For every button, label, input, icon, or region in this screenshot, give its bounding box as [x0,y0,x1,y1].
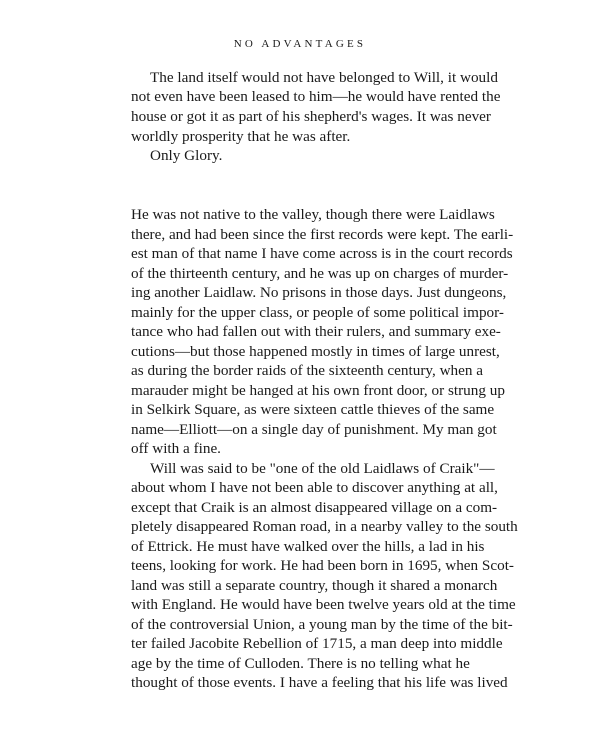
text-line: with England. He would have been twelve years old at the time [131,596,516,613]
text-line: He was not native to the valley, though there were Laidlaws [131,206,495,223]
text-line: thought of those events. I have a feeling that his life was lived [131,674,508,691]
text-line: tance who had fallen out with their rulers, and summary exe- [131,323,501,340]
text-line: ing another Laidlaw. No prisons in those days. Just dungeons, [131,284,507,301]
text-line: in Selkirk Square, as were sixteen cattle thieves of the same [131,401,495,418]
text-line: Only Glory. [150,147,223,164]
text-line: marauder might be hanged at his own front door, or strung up [131,382,505,399]
text-line: about whom I have not been able to discover anything at all, [131,479,498,496]
text-line: est man of that name I have come across is in the court records [131,245,513,262]
text-line: of the controversial Union, a young man by the time of the bit- [131,616,513,633]
text-line: pletely disappeared Roman road, in a nearby valley to the south [131,518,518,535]
text-line: age by the time of Culloden. There is no telling what he [131,655,470,672]
text-line: teens, looking for work. He had been born in 1695, when Scot- [131,557,514,574]
text-line: ter failed Jacobite Rebellion of 1715, a man deep into middle [131,635,503,652]
text-line: house or got it as part of his shepherd's wages. It was never [131,108,491,125]
text-line: of Ettrick. He must have walked over the hills, a lad in his [131,538,485,555]
running-head: NO ADVANTAGES [233,38,367,50]
text-line: of the thirteenth century, and he was up on charges of murder- [131,265,509,282]
text-line: as during the border raids of the sixteenth century, when a [131,362,484,379]
text-line: there, and had been since the first records were kept. The earli- [131,226,514,243]
text-line: land was still a separate country, though it shared a monarch [131,577,498,594]
text-line: not even have been leased to him—he would have rented the [131,88,501,105]
text-line: worldly prosperity that he was after. [131,128,351,145]
text-line: name—Elliott—on a single day of punishment. My man got [131,421,497,438]
text-line: off with a fine. [131,440,221,457]
text-line: The land itself would not have belonged to Will, it would [150,69,498,86]
text-line: except that Craik is an almost disappeared village on a com- [131,499,498,516]
text-line: Will was said to be "one of the old Laidlaws of Craik"— [150,460,495,477]
text-line: mainly for the upper class, or people of some political impor- [131,304,504,321]
text-line: cutions—but those happened mostly in times of large unrest, [131,343,500,360]
